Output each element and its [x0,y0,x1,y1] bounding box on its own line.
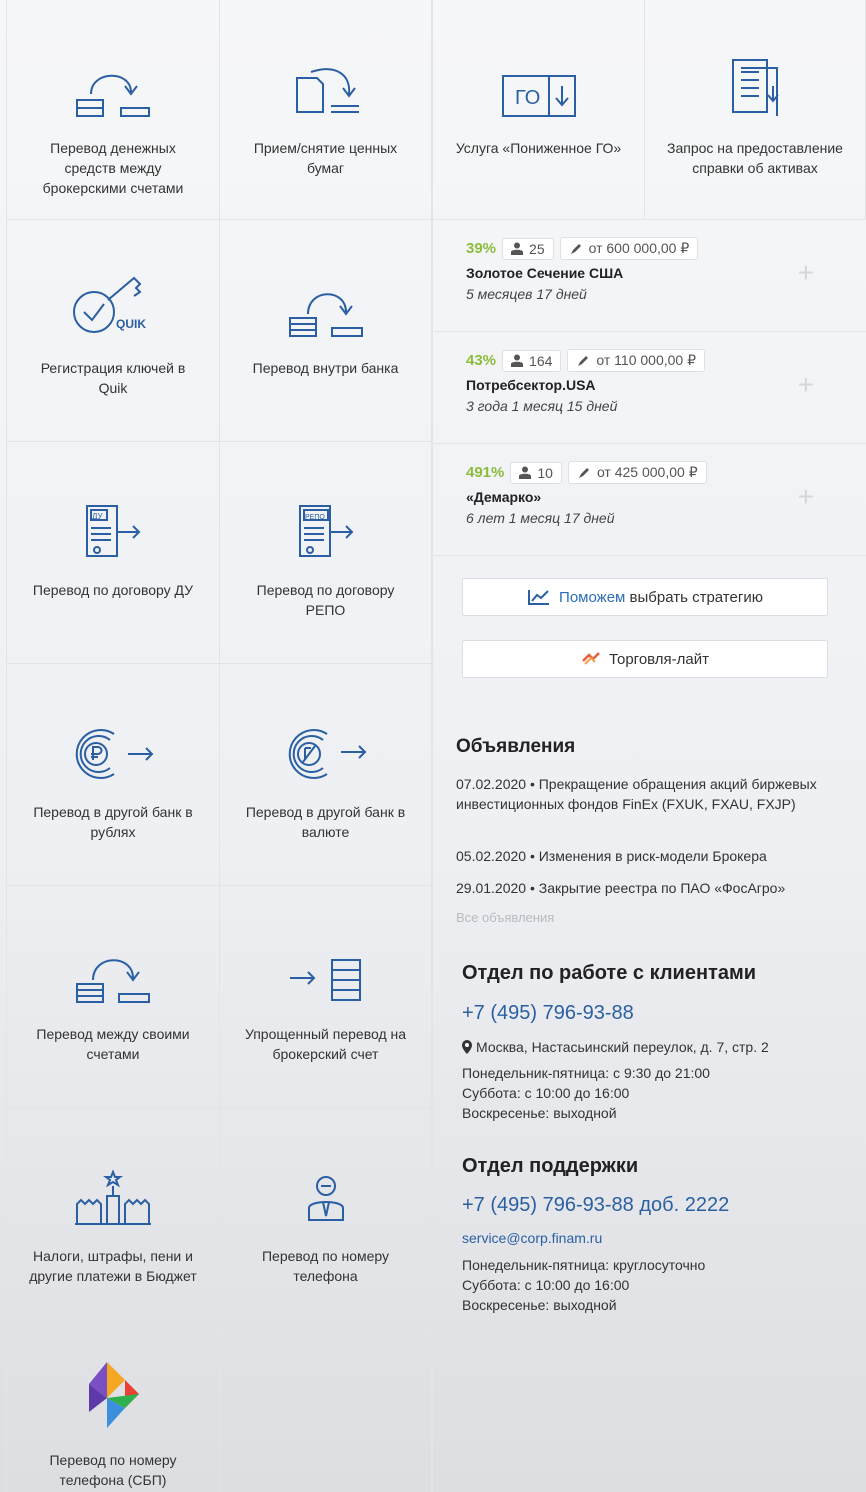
user-icon [511,354,523,367]
tile-transfer-brokerage[interactable] [7,0,220,220]
tile-label: Перевод между своими счетами [36,1026,190,1062]
pen-icon [576,354,590,368]
svg-text:ГО: ГО [514,87,540,109]
announcement-item[interactable]: 07.02.2020 • Прекращение обращения акций биржевых инвестиционных фондов FinEx (FXUK, FXAU, FXJP) [456,776,817,812]
strategy-return: 39% [466,240,497,257]
add-strategy-icon[interactable]: + [797,257,814,288]
clients-dept-title: Отдел по работе с клиентами [462,962,757,984]
investors-chip: 10 [510,462,562,484]
tile-ruble-transfer[interactable] [7,664,220,886]
person-phone-icon [301,1138,351,1228]
clients-address: Москва, Настасьинский переулок, д. 7, стр. 2 [462,1037,769,1057]
chart-line-icon [527,588,551,606]
clients-hours-saturday: Суббота: с 10:00 до 16:00 [462,1085,630,1101]
min-amount-chip: от 600 000,00 ₽ [560,237,699,260]
announcement-item[interactable]: 05.02.2020 • Изменения в риск-модели Брокера [456,848,767,864]
own-accounts-transfer-icon [73,916,153,1006]
support-email[interactable]: service@corp.finam.ru [462,1230,603,1246]
location-pin-icon [462,1040,472,1054]
tile-label: Перевод денежных средств между брокерскими счетами [42,140,184,196]
transfer-between-brokerage-icon [73,30,153,120]
simple-transfer-icon [286,916,366,1006]
tile-label: Перевод по договору РЕПО [256,582,395,618]
tile-sbp-transfer[interactable] [7,1330,220,1492]
strategy-duration: 5 месяцев 17 дней [466,286,587,302]
clients-hours-sunday: Воскресенье: выходной [462,1105,617,1121]
strategy-return: 491% [466,464,505,481]
ruble-transfer-icon [68,694,158,784]
tile-document-request[interactable] [645,0,866,220]
tile-du-contract[interactable] [7,442,220,664]
choose-strategy-highlight: Поможем [559,588,626,606]
tile-empty [220,1330,432,1492]
clients-phone[interactable]: +7 (495) 796-93-88 [462,1002,634,1024]
support-dept-title: Отдел поддержки [462,1155,639,1177]
tile-label: Упрощенный перевод на брокерский счет [244,1026,407,1062]
clients-hours-weekdays: Понедельник-пятница: с 9:30 до 21:00 [462,1065,710,1081]
tile-label: Перевод в другой банк в рублях [33,804,193,840]
svg-text:РЕПО: РЕПО [304,514,325,521]
tile-within-bank[interactable] [220,220,432,442]
transfer-within-bank-icon [286,250,366,340]
tile-own-accounts[interactable] [7,886,220,1108]
du-contract-icon [83,472,143,562]
strategy-name[interactable]: Потребсектор.USA [466,377,596,393]
investors-chip: 164 [502,350,561,372]
currency-transfer-icon [281,694,371,784]
svg-text:ДУ: ДУ [92,512,103,521]
tile-phone-transfer[interactable] [220,1108,432,1330]
strategy-name[interactable]: Золотое Сечение США [466,265,624,281]
user-icon [519,466,531,479]
support-hours-saturday: Суббота: с 10:00 до 16:00 [462,1277,630,1293]
trading-lite-label: Торговля-лайт [609,650,709,668]
tile-label: Перевод по номеру телефона [261,1248,390,1284]
choose-strategy-button[interactable] [462,578,828,616]
tile-label: Запрос на предоставление справки об активах [667,140,843,176]
handshake-icon [581,651,601,667]
pen-icon [577,466,591,480]
trading-lite-button[interactable] [462,640,828,678]
column-divider [432,0,433,1492]
reduced-go-icon [499,30,579,120]
tile-label: Регистрация ключей в Quik [40,360,186,396]
tile-currency-transfer[interactable] [220,664,432,886]
tile-label: Перевод в другой банк в валюте [245,804,406,840]
pen-icon [569,242,583,256]
support-phone[interactable]: +7 (495) 796-93-88 доб. 2222 [462,1194,730,1216]
tile-label: Перевод по номеру телефона (СБП) [49,1452,177,1488]
svg-text:QUIK: QUIK [116,317,146,331]
choose-strategy-text: выбрать стратегию [629,588,763,606]
min-amount-chip: от 110 000,00 ₽ [567,349,705,372]
strategy-card[interactable] [434,333,866,444]
document-request-icon [727,30,783,120]
tile-repo-contract[interactable] [220,442,432,664]
strategy-return: 43% [466,352,497,369]
tile-label: Налоги, штрафы, пени и другие платежи в Бюджет [29,1248,197,1284]
min-amount-chip: от 425 000,00 ₽ [568,461,707,484]
tile-label: Прием/снятие ценных бумаг [253,140,398,176]
tile-label: Перевод по договору ДУ [32,582,194,598]
sbp-logo-icon [85,1358,141,1430]
tile-label: Услуга «Пониженное ГО» [455,140,622,156]
strategy-duration: 6 лет 1 месяц 17 дней [466,510,615,526]
kremlin-icon [73,1138,153,1228]
announcements-title: Объявления [456,736,576,757]
tile-label: Перевод внутри банка [252,360,399,376]
tile-quik-keys[interactable] [7,220,220,442]
strategy-name[interactable]: «Демарко» [466,489,542,505]
strategy-duration: 3 года 1 месяц 15 дней [466,398,618,414]
tile-simple-transfer[interactable] [220,886,432,1108]
securities-deposit-icon [291,30,361,120]
repo-contract-icon [296,472,356,562]
tile-budget-payments[interactable] [7,1108,220,1330]
investors-chip: 25 [502,238,554,260]
support-hours-sunday: Воскресенье: выходной [462,1297,617,1313]
strategy-card[interactable] [434,445,866,556]
all-announcements-link[interactable]: Все объявления [456,910,555,925]
add-strategy-icon[interactable]: + [797,481,814,512]
tile-reduced-go[interactable] [433,0,645,220]
add-strategy-icon[interactable]: + [797,369,814,400]
support-hours-weekdays: Понедельник-пятница: круглосуточно [462,1257,706,1273]
strategy-card[interactable] [434,221,866,332]
announcement-item[interactable]: 29.01.2020 • Закрытие реестра по ПАО «ФосАгро» [456,880,786,896]
tile-securities[interactable] [220,0,432,220]
user-icon [511,242,523,255]
quik-key-icon [68,250,158,340]
